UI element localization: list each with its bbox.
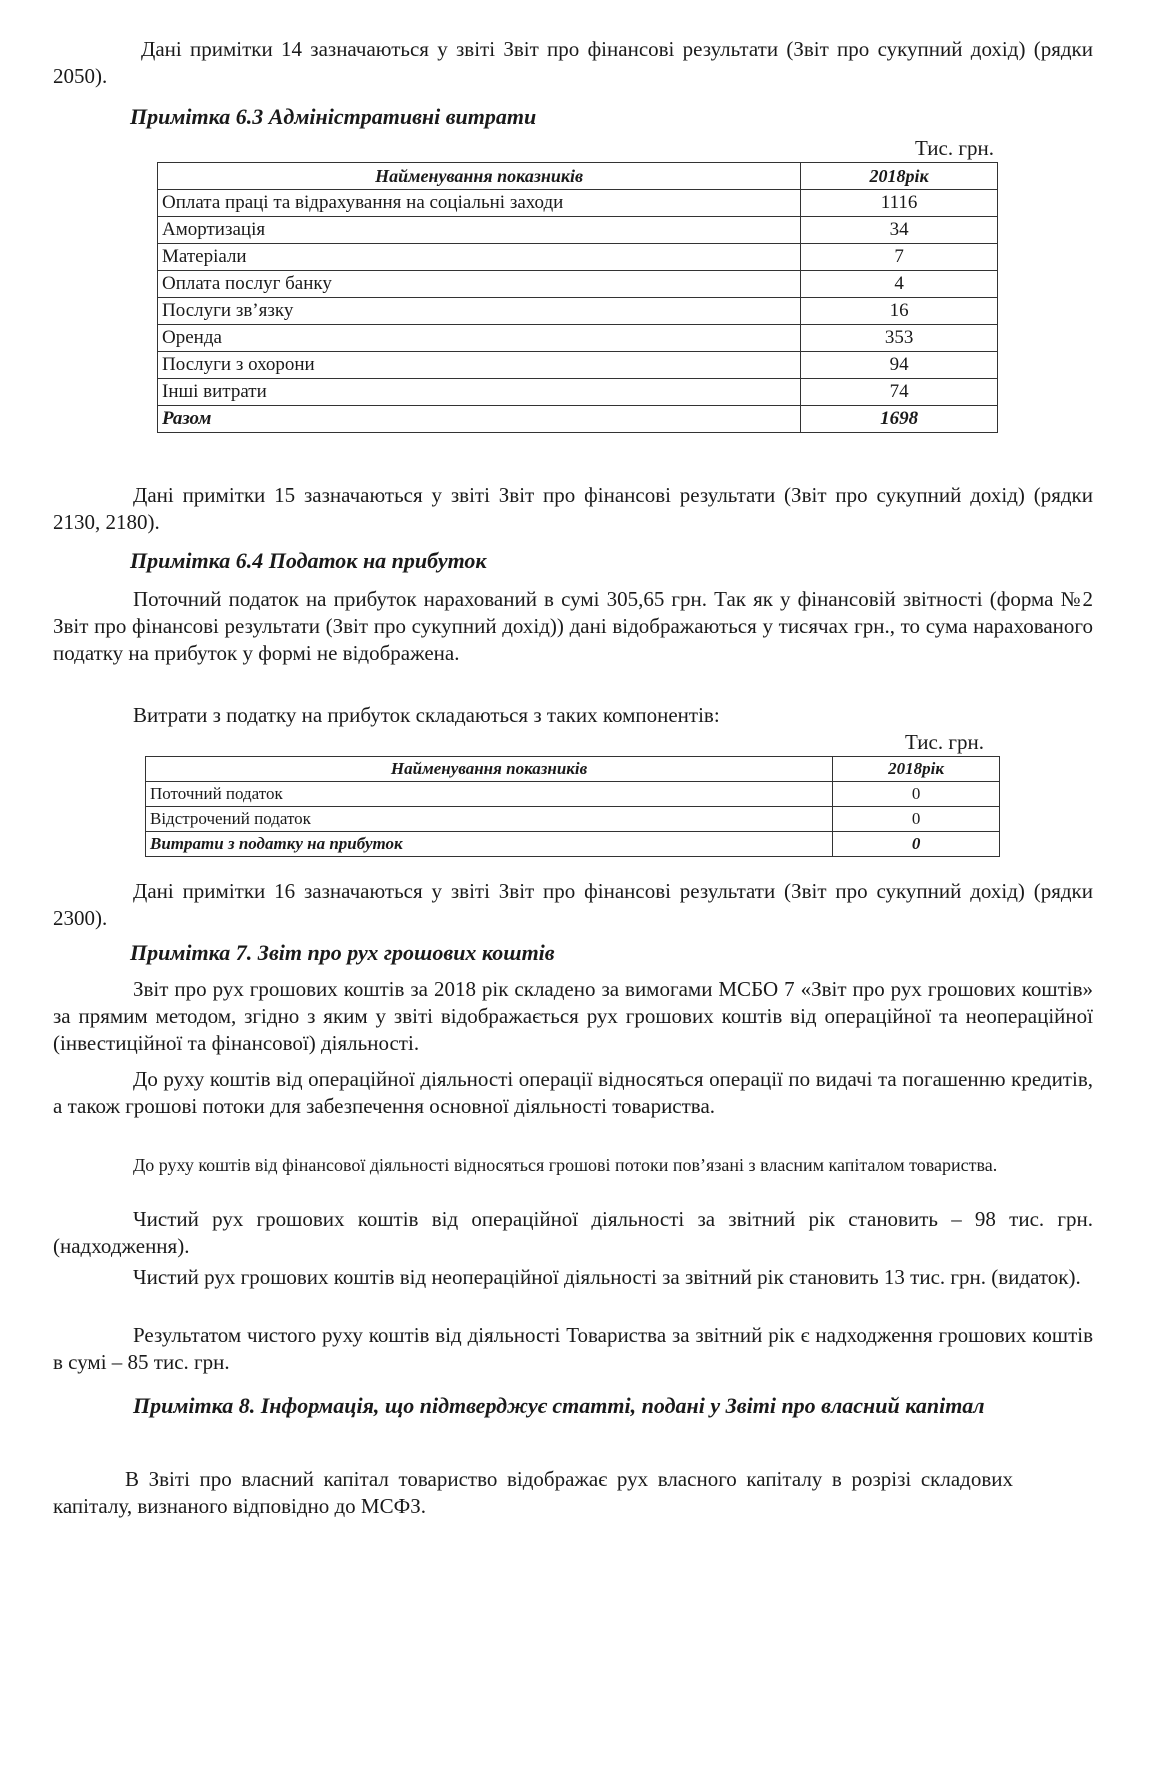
- table-total-row: [158, 406, 998, 433]
- table-row: [158, 352, 998, 379]
- table-row: [146, 807, 1000, 832]
- row-name: Матеріали: [158, 244, 801, 271]
- column-header-name: Найменування показників: [158, 163, 801, 190]
- row-value: 0: [833, 807, 1000, 832]
- table-row: [158, 190, 998, 217]
- paragraph-note16: Дані примітки 16 зазначаються у звіті Звіт про фінансові результати (Звіт про сукупний дохід) (рядки 2300).: [53, 879, 1093, 930]
- table-row: [158, 271, 998, 298]
- table-total-row: [146, 832, 1000, 857]
- paragraph-net-result: Результатом чистого руху коштів від діяльності Товариства за звітний рік є надходження грошових коштів в сумі – 85 тис. грн.: [53, 1323, 1093, 1374]
- paragraph-net-nonoperating: Чистий рух грошових коштів від неопераційної діяльності за звітний рік становить 13 тис. грн. (видаток).: [133, 1265, 1081, 1289]
- row-name: Інші витрати: [158, 379, 801, 406]
- row-name: Послуги зв’язку: [158, 298, 801, 325]
- row-value: 94: [801, 352, 998, 379]
- unit-label-2: Тис. грн.: [905, 730, 984, 754]
- table-header-row: [158, 163, 998, 190]
- row-value: 0: [833, 782, 1000, 807]
- column-header-year: 2018рік: [801, 163, 998, 190]
- row-name: Послуги з охорони: [158, 352, 801, 379]
- row-name: Оплата послуг банку: [158, 271, 801, 298]
- total-name: Витрати з податку на прибуток: [146, 832, 833, 857]
- heading-note-7: Примітка 7. Звіт про рух грошових коштів: [130, 940, 555, 965]
- row-name: Відстрочений податок: [146, 807, 833, 832]
- paragraph-note15: Дані примітки 15 зазначаються у звіті Звіт про фінансові результати (Звіт про сукупний дохід) (рядки 2130, 2180).: [53, 483, 1093, 534]
- paragraph-net-operating: Чистий рух грошових коштів від операційної діяльності за звітний рік становить – 98 тис. грн. (надходження).: [53, 1207, 1093, 1258]
- table-row: [158, 244, 998, 271]
- row-name: Амортизація: [158, 217, 801, 244]
- table-row: [158, 379, 998, 406]
- income-tax-table: [145, 756, 1000, 857]
- paragraph-note14: Дані примітки 14 зазначаються у звіті Звіт про фінансові результати (Звіт про сукупний дохід) (рядки 2050).: [53, 37, 1093, 88]
- column-header-name: Найменування показників: [146, 757, 833, 782]
- heading-note-6-4: Примітка 6.4 Податок на прибуток: [130, 548, 487, 573]
- row-value: 1116: [801, 190, 998, 217]
- row-value: 34: [801, 217, 998, 244]
- table-row: [158, 325, 998, 352]
- total-value: 1698: [801, 406, 998, 433]
- row-value: 4: [801, 271, 998, 298]
- table-header-row: [146, 757, 1000, 782]
- table-row: [158, 217, 998, 244]
- row-value: 16: [801, 298, 998, 325]
- paragraph-current-tax: Поточний податок на прибуток нарахований в сумі 305,65 грн. Так як у фінансовій звітності (форма №2 Звіт про фінансові результати (Звіт про сукупний дохід)) дані відображаються у тисячах грн., то сума нарахованого податку на прибуток у формі не відображена.: [53, 587, 1093, 665]
- column-header-year: 2018рік: [833, 757, 1000, 782]
- row-name: Поточний податок: [146, 782, 833, 807]
- row-value: 74: [801, 379, 998, 406]
- paragraph-operating-activities: До руху коштів від операційної діяльності операції відносяться операції по видачі та погашенню кредитів, а також грошові потоки для забезпечення основної діяльності товариства.: [53, 1067, 1093, 1118]
- paragraph-tax-components: Витрати з податку на прибуток складаються з таких компонентів:: [133, 703, 720, 727]
- row-value: 7: [801, 244, 998, 271]
- total-value: 0: [833, 832, 1000, 857]
- admin-expenses-table: [157, 162, 998, 433]
- row-value: 353: [801, 325, 998, 352]
- row-name: Оплата праці та відрахування на соціальні заходи: [158, 190, 801, 217]
- heading-note-6-3: Примітка 6.3 Адміністративні витрати: [130, 104, 537, 129]
- unit-label-1: Тис. грн.: [915, 136, 994, 160]
- table-row: [158, 298, 998, 325]
- paragraph-equity-report: В Звіті про власний капітал товариство відображає рух власного капіталу в розрізі складових капіталу, визнаного відповідно до МСФЗ.: [53, 1467, 1013, 1518]
- total-name: Разом: [158, 406, 801, 433]
- heading-note-8: Примітка 8. Інформація, що підтверджує статті, подані у Звіті про власний капітал: [133, 1393, 985, 1418]
- paragraph-cash-flow-intro: Звіт про рух грошових коштів за 2018 рік складено за вимогами МСБО 7 «Звіт про рух грошових коштів» за прямим методом, згідно з яким у звіті відображається рух грошових коштів від операційної та неопераційної (інвестиційної та фінансової) діяльності.: [53, 977, 1093, 1055]
- table-row: [146, 782, 1000, 807]
- paragraph-financial-activities: До руху коштів від фінансової діяльності відносяться грошові потоки пов’язані з власним капіталом товариства.: [133, 1155, 998, 1175]
- row-name: Оренда: [158, 325, 801, 352]
